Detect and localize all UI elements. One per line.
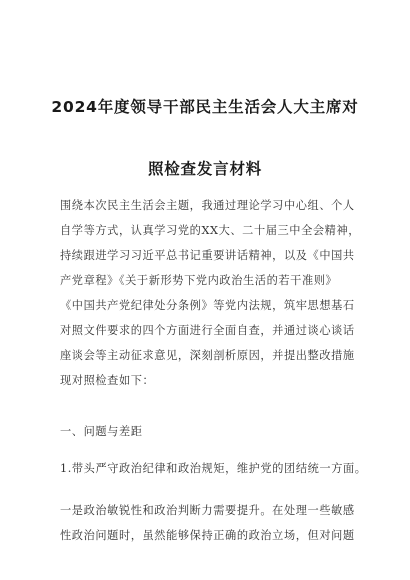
paragraph-line: 性政治问题时，虽然能够保持正确的政治立场，但对问题 <box>60 529 355 542</box>
item-heading: 1.带头严守政治纪律和政治规矩，维护党的团结统一方面。 <box>60 462 367 475</box>
paragraph-2 <box>60 502 358 552</box>
intro-line: 现对照检查如下： <box>60 374 155 387</box>
paragraph-line: 一是政治敏锐性和政治判断力需要提升。在处理一些敏感 <box>60 504 355 517</box>
intro-line: 座谈会等主动征求意见，深刻剖析原因，并提出整改措施 <box>60 349 355 362</box>
intro-line: 产党章程》《关于新形势下党内政治生活的若干准则》 <box>60 274 338 287</box>
intro-line: 《中国共产党纪律处分条例》等党内法规，筑牢思想基石 <box>60 299 355 312</box>
section-heading: 一、问题与差距 <box>60 425 143 438</box>
intro-line: 围绕本次民主生活会主题，我通过理论学习中心组、个人 <box>60 199 355 212</box>
intro-paragraph <box>60 197 361 387</box>
intro-line: 自学等方式，认真学习党的XX大、二十届三中全会精神， <box>60 224 361 237</box>
intro-line: 对照文件要求的四个方面进行全面自查，并通过谈心谈话 <box>60 324 355 337</box>
intro-line: 持续跟进学习习近平总书记重要讲话精神，以及《中国共 <box>60 249 355 262</box>
document-title-line-1: 2024年度领导干部民主生活会人大主席对 <box>51 98 359 116</box>
document-title-line-2: 照检查发言材料 <box>147 160 263 178</box>
